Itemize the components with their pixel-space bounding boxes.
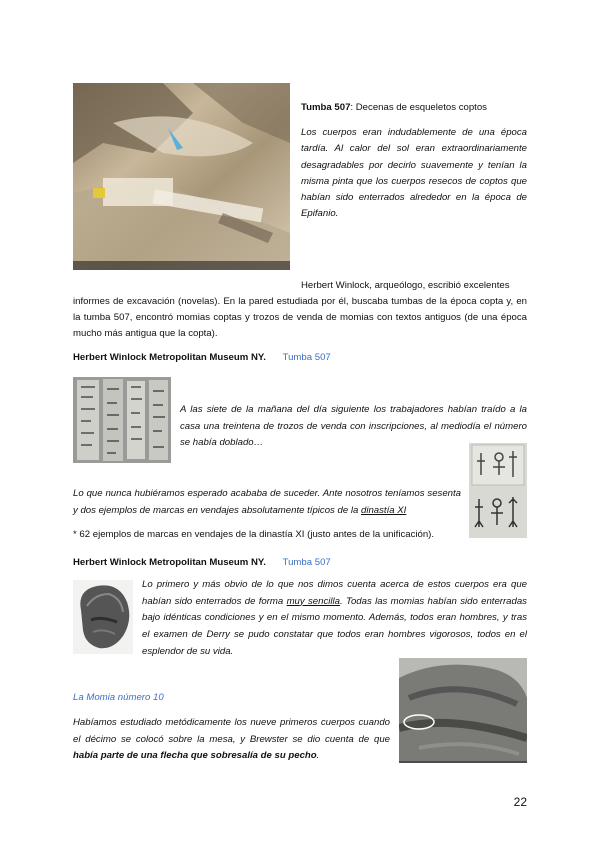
mummy-head-photo bbox=[73, 580, 133, 654]
bandage-note: * 62 ejemplos de marcas en vendajes de la dinastía XI (justo antes de la unificación). bbox=[73, 529, 435, 540]
inscription-photo bbox=[469, 443, 527, 538]
unexpected-quote bbox=[73, 486, 461, 519]
tomb-title bbox=[301, 100, 527, 116]
dinastia-link[interactable]: dinastía XI bbox=[360, 504, 407, 516]
burial-quote-underline: muy sencilla bbox=[286, 595, 340, 607]
mummy-10-subtitle: La Momia número 10 bbox=[73, 692, 164, 703]
museum-heading-2 bbox=[73, 555, 527, 571]
mummy-10-quote-bold: había parte de una flecha que sobresalía de su pecho bbox=[73, 750, 317, 761]
museum-heading-2-bold: Herbert Winlock Metropolitan Museum NY. bbox=[73, 557, 266, 568]
burial-quote-a: Lo primero y más obvio de lo que nos dimos cuenta acerca de estos cuerpos era que habían sido enterrados de forma bbox=[142, 579, 527, 607]
unexpected-quote-text: Lo que nunca hubiéramos esperado acababa de suceder. Ante nosotros teníamos sesenta y dos ejemplos de marcas en vendajes absolutamente típicos de la bbox=[73, 488, 461, 516]
page-number: 22 bbox=[513, 795, 527, 809]
winlock-intro: informes de excavación (novelas). En la pared estudiada por él, buscaba tumbas de la época copta y, en la tumba 507, encontró momias coptas y trozos de venda de momias con textos antiguos (de una época mucho más antigua que la copta). bbox=[73, 296, 527, 339]
tomb-title-rest: : Decenas de esqueletos coptos bbox=[350, 102, 487, 113]
burial-quote-b: . Todas las momias habían sido enterradas bajo idénticas condiciones y en el mismo momento. Además, todos eran hombres, y tras el examen de Derry se pudo constatar que todos eran hombres vigorosos, todos en el esplendor de su vida. bbox=[142, 595, 527, 657]
mummy-arrow-photo bbox=[399, 658, 527, 763]
museum-heading-2-link[interactable]: Tumba 507 bbox=[282, 557, 331, 568]
winlock-intro-lead: Herbert Winlock, arqueólogo, escribió excelentes bbox=[301, 280, 510, 291]
bandage-strips-photo bbox=[73, 377, 171, 463]
satellite-photo bbox=[73, 83, 290, 270]
tomb-title-bold: Tumba 507 bbox=[301, 102, 351, 113]
mummy-10-quote bbox=[73, 715, 390, 765]
morning-quote: A las siete de la mañana del día siguiente los trabajadores habían traído a la casa una treintena de trozos de venda con inscripciones, al mediodía el número se había doblado… bbox=[180, 404, 527, 448]
museum-heading-1-bold: Herbert Winlock Metropolitan Museum NY. bbox=[73, 352, 266, 363]
tomb-quote: Los cuerpos eran indudablemente de una época tardía. Al calor del sol eran extraordinariamente desagradables por decirlo suavemente y tenían la misma pinta que los cuerpos resecos de coptos que habían sido enterrados alrededor en la época de Epifanio. bbox=[301, 127, 527, 220]
museum-heading-1 bbox=[73, 350, 527, 366]
museum-heading-1-link[interactable]: Tumba 507 bbox=[282, 352, 331, 363]
burial-quote bbox=[142, 577, 527, 661]
mummy-10-quote-a: Habíamos estudiado metódicamente los nueve primeros cuerpos cuando el décimo se colocó sobre la mesa, y Brewster se dio cuenta de que bbox=[73, 717, 390, 745]
mummy-10-quote-end: . bbox=[316, 750, 320, 761]
